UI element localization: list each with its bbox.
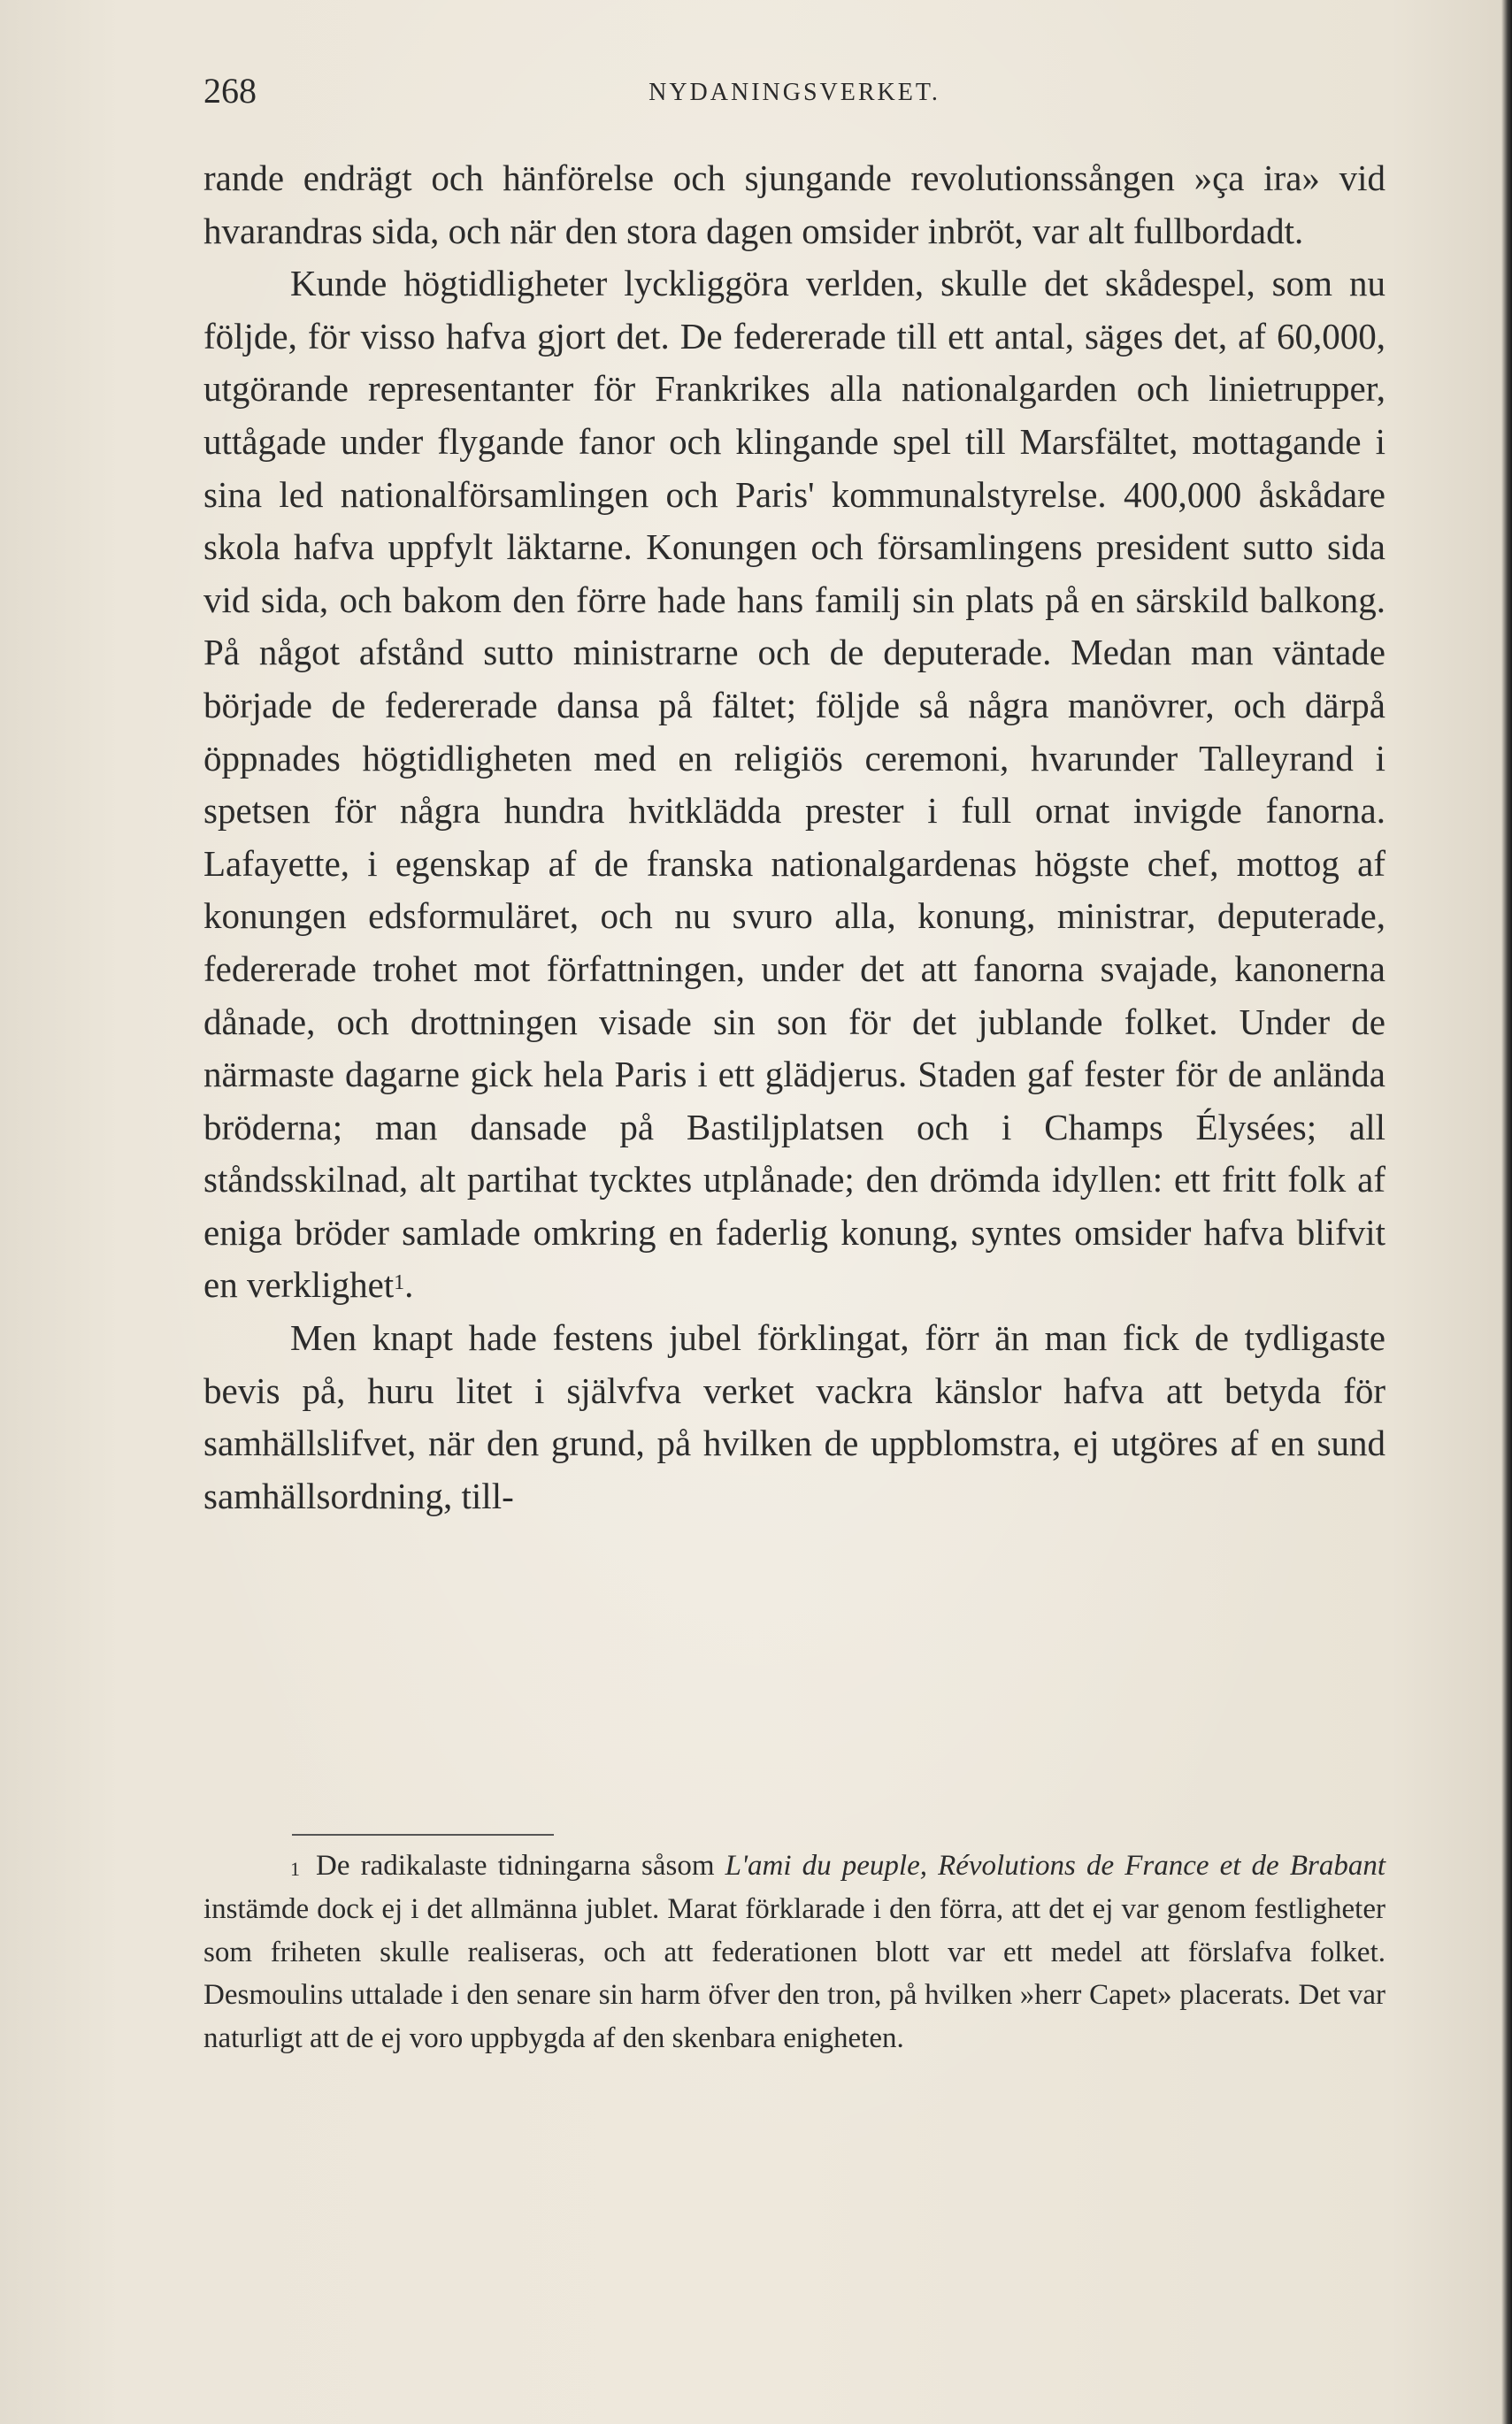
page-number: 268 [203,71,257,111]
paragraph-federation-end: . [404,1264,414,1306]
footnote [203,1845,1385,2060]
main-text [203,152,1385,1523]
page-edge-shadow [1501,0,1512,2424]
footnote-paragraph [203,1845,1385,2060]
footnote-marker: 1 [290,1858,300,1880]
paragraph-federation-festival [203,257,1385,1312]
paragraph-continued: rande endrägt och hänförelse och sjungande revolutionssången »ça ira» vid hvarandras sida, och när den stora dagen omsider inbröt, var alt fullbordadt. [203,157,1385,251]
page-header [203,69,1385,113]
paragraph-aftermath: Men knapt hade festens jubel förklingat, förr än man fick de tydligaste bevis på, huru litet i självfva verket vackra känslor hafva att betyda för samhällslifvet, när den grund, på hvilken de uppblomstra, ej utgöres af en sund samhällsordning, till- [203,1317,1385,1516]
footnote-newspaper-titles: L'ami du peuple, Révolutions de France et de Brabant [725,1850,1385,1882]
footnote-text-before: De radikalaste tidningarna såsom [316,1850,725,1882]
paragraph-federation-text: Kunde högtidligheter lyckliggöra verlden, skulle det skådespel, som nu följde, för visso hafva gjort det. De federerade till ett antal, säges det, af 60,000, utgörande representanter för Frankrikes alla nationalgarden och linietrupper, uttågade under flygande fanor och klingande spel till Marsfältet, mottagande i sina led nationalförsamlingen och Paris' kommunalstyrelse. 400,000 åskådare skola hafva uppfylt läktarne. Konungen och församlingens president sutto sida vid sida, och bakom den förre hade hans familj sin plats på en särskild balkong. På något afstånd sutto ministrarne och de deputerade. Medan man väntade började de federerade dansa på fältet; följde så några manövrer, och därpå öppnades högtidligheten med en religiös ceremoni, hvarunder Talleyrand i spetsen för några hundra hvitklädda prester i full ornat invigde fanorna. Lafayette, i egenskap af de franska nationalgardenas högste chef, mottog af konungen edsformuläret, och nu svuro alla, konung, ministrar, deputerade, federerade trohet mot författningen, under det att fanorna svajade, kanonerna dånade, och drottningen visade sin son för det jublande folket. Under de närmaste dagarne gick hela Paris i ett glädjerus. Staden gaf fester för de anlända bröderna; man dansade på Bastiljplatsen och i Champs Élysées; all ståndsskilnad, alt partihat tycktes utplånade; den drömda idyllen: ett fritt folk af eniga bröder samlade omkring en faderlig konung, syntes omsider hafva blifvit en verklighet [203,263,1385,1306]
footnote-text-after: instämde dock ej i det allmänna jublet. Marat förklarade i den förra, att det ej var genom festligheter som friheten skulle realiseras, och att federationen blott var ett medel att förslafva folket. Desmoulins uttalade i den senare sin harm öfver den tron, på hvilken »herr Capet» placerats. Det var naturligt att de ej voro uppbygda af den skenbara enigheten. [203,1892,1385,2055]
footnote-reference: 1 [394,1271,405,1295]
footnote-divider [292,1834,554,1836]
running-head: NYDANINGSVERKET. [649,79,940,106]
